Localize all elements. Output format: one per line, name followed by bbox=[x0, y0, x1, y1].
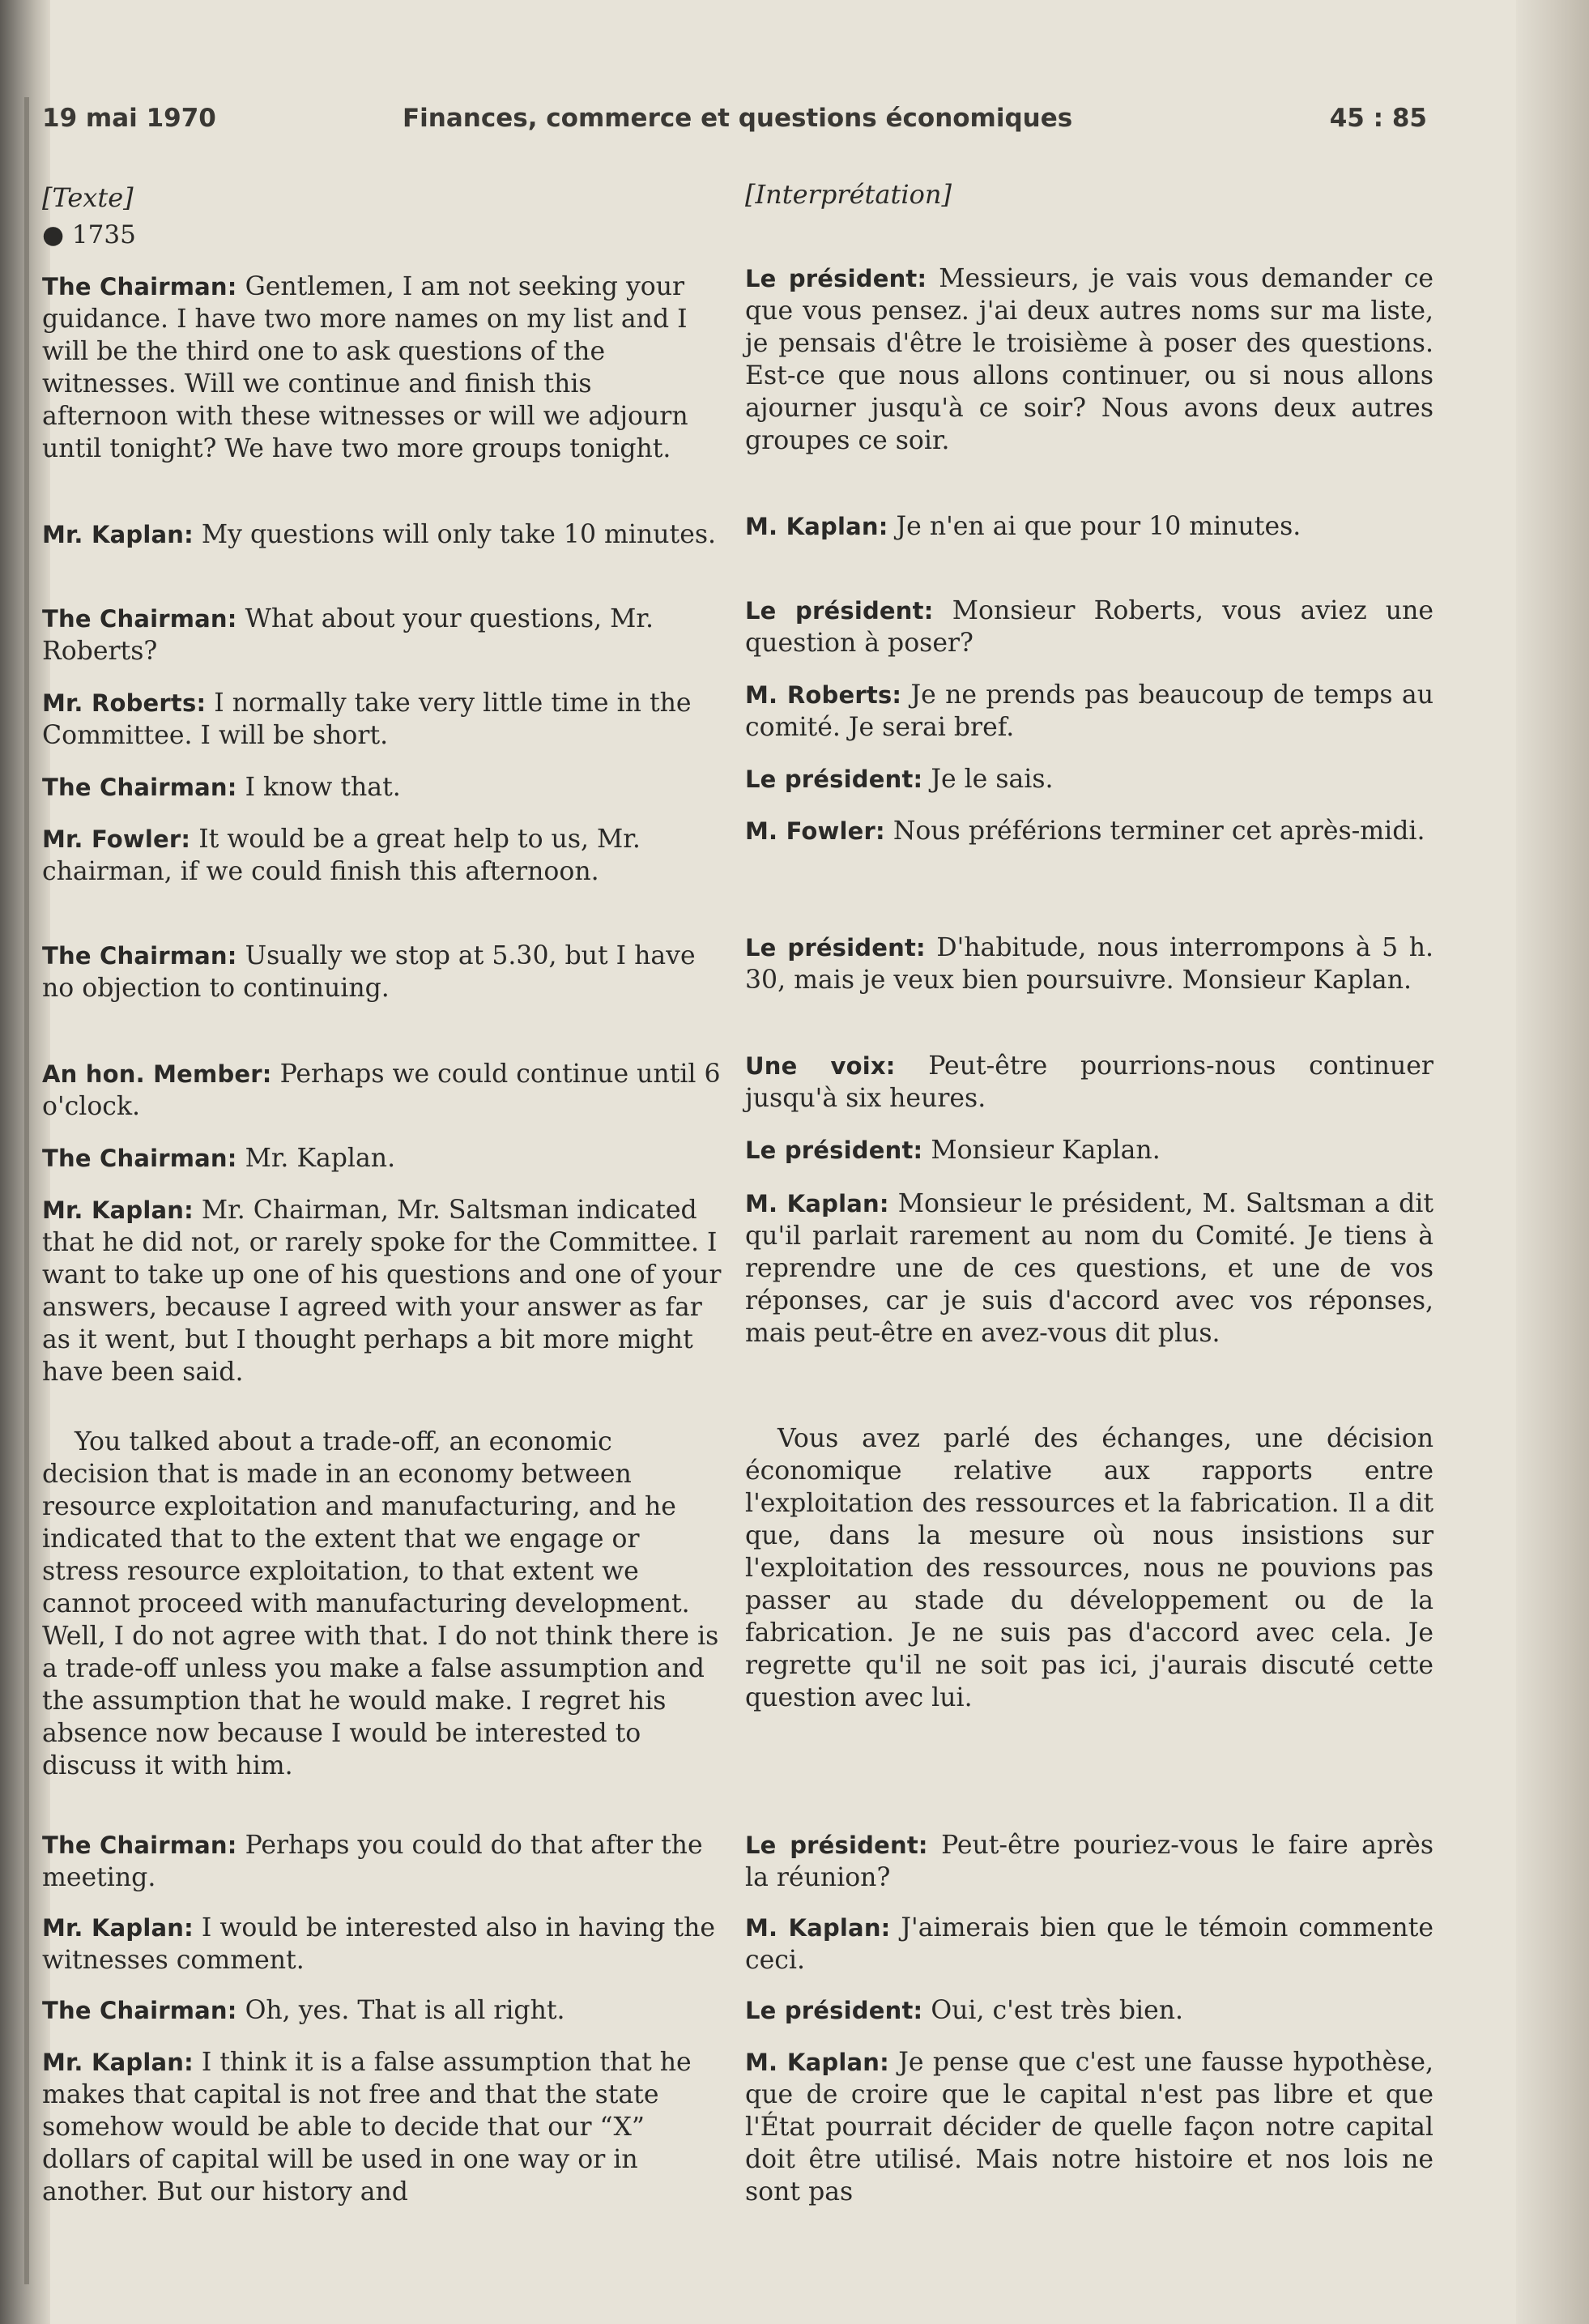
speaker-label: Mr. Kaplan: bbox=[42, 2049, 194, 2076]
speaker-label: Mr. Kaplan: bbox=[42, 1196, 194, 1224]
paragraph bbox=[42, 823, 724, 888]
header-date: 19 mai 1970 bbox=[42, 104, 216, 133]
speech-text: Nous préférions terminer cet après-midi. bbox=[884, 817, 1425, 846]
speech-text: Usually we stop at 5.30, but I have no objection to continuing. bbox=[42, 941, 696, 1003]
paragraph bbox=[745, 1912, 1434, 1976]
paragraph bbox=[745, 1188, 1434, 1350]
paragraph bbox=[42, 940, 724, 1004]
speech-text: I think it is a false assumption that he makes that capital is not free and that the state somehow would be able to decide that our “X” dollars of capital will be used in one way or in another. But our history and bbox=[42, 2048, 692, 2207]
paragraph bbox=[745, 679, 1434, 744]
speaker-label: Mr. Kaplan: bbox=[42, 521, 194, 548]
speaker-label: Mr. Fowler: bbox=[42, 825, 191, 853]
paragraph bbox=[745, 510, 1434, 543]
paragraph bbox=[745, 932, 1434, 996]
paragraph bbox=[745, 595, 1434, 659]
speaker-label: The Chairman: bbox=[42, 1831, 237, 1859]
speech-text: D'habitude, nous interrompons à 5 h. 30, mais je veux bien poursuivre. Monsieur Kaplan. bbox=[745, 933, 1434, 995]
speaker-label: An hon. Member: bbox=[42, 1060, 272, 1088]
paragraph bbox=[42, 1994, 724, 2027]
speaker-label: M. Kaplan: bbox=[745, 1914, 891, 1942]
speaker-label: Mr. Roberts: bbox=[42, 689, 207, 717]
paragraph bbox=[42, 1194, 724, 1388]
paragraph bbox=[745, 1134, 1434, 1166]
speech-text: Perhaps we could continue until 6 o'clock. bbox=[42, 1060, 721, 1121]
speech-text: Monsieur le président, M. Saltsman a dit qu'il parlait rarement au nom du Comité. Je tiens à reprendre une de ces questions, et une de vos réponses, car je suis d'accord avec vos réponses, mais peut-être en avez-vous dit plus. bbox=[745, 1189, 1434, 1348]
time-marker: ● 1735 bbox=[42, 220, 136, 249]
speech-text: My questions will only take 10 minutes. bbox=[193, 520, 717, 549]
speaker-label: Le président: bbox=[745, 1831, 928, 1859]
paragraph bbox=[745, 1994, 1434, 2027]
column-heading: [Interprétation] bbox=[745, 179, 952, 210]
speaker-label: Une voix: bbox=[745, 1052, 896, 1080]
speaker-label: Le président: bbox=[745, 265, 927, 292]
speech-text: Gentlemen, I am not seeking your guidance. I have two more names on my list and I will be the third one to ask questions of the witnesses. Will we continue and finish this afternoon with these witnesses or will we adjourn until tonight? We have two more groups tonight. bbox=[42, 272, 688, 463]
speech-text: Je n'en ai que pour 10 minutes. bbox=[888, 512, 1301, 541]
speech-text: Mr. Chairman, Mr. Saltsman indicated that he did not, or rarely spoke for the Committee. I want to take up one of his questions and one of your answers, because I agreed with your answer as far as it went, but I thought perhaps a bit more might have been said. bbox=[42, 1196, 722, 1387]
header-title: Finances, commerce et questions économiques bbox=[403, 104, 1073, 133]
speech-text: You talked about a trade-off, an economic decision that is made in an economy between resource exploitation and manufacturing, and he indicated that to the extent that we engage or stress resource exploitation, to that extent we cannot proceed with manufacturing development. Well, I do not agree with that. I do not think there is a trade-off unless you make a false assumption and the assumption that he would make. I regret his absence now because I would be interested to discuss it with him. bbox=[42, 1427, 719, 1780]
paragraph bbox=[745, 815, 1434, 847]
speaker-label: The Chairman: bbox=[42, 1145, 237, 1172]
speech-text: Je le sais. bbox=[922, 765, 1054, 794]
binding-shadow bbox=[24, 97, 29, 2284]
speech-text: Oui, c'est très bien. bbox=[922, 1996, 1184, 2025]
speech-text: It would be a great help to us, Mr. chairman, if we could finish this afternoon. bbox=[42, 825, 641, 886]
speaker-label: The Chairman: bbox=[42, 605, 237, 633]
paragraph bbox=[42, 603, 724, 667]
speaker-label: M. Kaplan: bbox=[745, 1190, 889, 1217]
speech-text: Monsieur Kaplan. bbox=[922, 1136, 1161, 1165]
speech-text: Je pense que c'est une fausse hypothèse, que de croire que le capital n'est pas libre et que l'État pourrait décider de quelle façon notre capital doit être utilisé. Mais notre histoire et nos lois ne sont pas bbox=[745, 2048, 1434, 2207]
speaker-label: Le président: bbox=[745, 934, 926, 962]
speech-text: What about your questions, Mr. Roberts? bbox=[42, 604, 654, 666]
speech-text: Mr. Kaplan. bbox=[236, 1144, 396, 1173]
speaker-label: Le président: bbox=[745, 1997, 923, 2024]
speech-text: J'aimerais bien que le témoin commente ceci. bbox=[745, 1913, 1434, 1975]
speaker-label: Mr. Kaplan: bbox=[42, 1914, 194, 1942]
paragraph bbox=[745, 2046, 1434, 2208]
speech-text: I would be interested also in having the witnesses comment. bbox=[42, 1913, 716, 1975]
paragraph bbox=[745, 262, 1434, 457]
paragraph bbox=[42, 1912, 724, 1976]
column-heading: [Texte] bbox=[42, 182, 134, 213]
paragraph bbox=[42, 1058, 724, 1123]
speaker-label: The Chairman: bbox=[42, 774, 237, 801]
speech-text: Oh, yes. That is all right. bbox=[236, 1996, 565, 2025]
speaker-label: The Chairman: bbox=[42, 273, 237, 301]
speech-text: Peut-être pourrions-nous continuer jusqu'à six heures. bbox=[745, 1051, 1434, 1113]
speaker-label: The Chairman: bbox=[42, 1997, 237, 2024]
paragraph bbox=[42, 518, 724, 551]
speech-text: I know that. bbox=[236, 773, 401, 802]
running-header bbox=[42, 104, 1427, 144]
paragraph bbox=[42, 1829, 724, 1894]
paragraph bbox=[42, 271, 724, 465]
paragraph bbox=[745, 1829, 1434, 1894]
paragraph bbox=[42, 1142, 724, 1175]
paragraph bbox=[42, 687, 724, 752]
speaker-label: Le président: bbox=[745, 597, 934, 625]
page-number: 45 : 85 bbox=[1329, 104, 1427, 133]
speech-text: Perhaps you could do that after the meeting. bbox=[42, 1831, 703, 1892]
paragraph bbox=[42, 2046, 724, 2208]
speech-text: Peut-être pouriez-vous le faire après la réunion? bbox=[745, 1831, 1434, 1892]
speaker-label: Le président: bbox=[745, 765, 923, 793]
speaker-label: Le président: bbox=[745, 1136, 923, 1164]
speech-text: Monsieur Roberts, vous aviez une question à poser? bbox=[745, 596, 1434, 658]
paragraph bbox=[42, 1426, 724, 1782]
paragraph bbox=[745, 763, 1434, 795]
speech-text: Vous avez parlé des échanges, une décision économique relative aux rapports entre l'exploitation des ressources et la fabrication. Il a dit que, dans la mesure où nous insistions sur l'exploitation des ressources, nous ne pouvions pas passer au stade du développement ou de la fabrication. Je ne suis pas d'accord avec cela. Je regrette qu'il ne soit pas ici, j'aurais discuté cette question avec lui. bbox=[745, 1424, 1434, 1712]
speaker-label: M. Kaplan: bbox=[745, 513, 888, 540]
speaker-label: M. Kaplan: bbox=[745, 2049, 889, 2076]
speaker-label: The Chairman: bbox=[42, 942, 237, 970]
speaker-label: M. Fowler: bbox=[745, 817, 885, 845]
paragraph bbox=[745, 1422, 1434, 1714]
speech-text: I normally take very little time in the Committee. I will be short. bbox=[42, 689, 692, 750]
paragraph bbox=[42, 771, 724, 804]
speech-text: Messieurs, je vais vous demander ce que vous pensez. j'ai deux autres noms sur ma liste, je pensais d'être le troisième à poser des questions. Est-ce que nous allons continuer, ou si nous allons ajourner jusqu'à ce soir? Nous avons deux autres groupes ce soir. bbox=[745, 264, 1434, 455]
speech-text: Je ne prends pas beaucoup de temps au comité. Je serai bref. bbox=[745, 680, 1434, 742]
speaker-label: M. Roberts: bbox=[745, 681, 902, 709]
page-edge bbox=[1516, 0, 1589, 2324]
paragraph bbox=[745, 1050, 1434, 1115]
